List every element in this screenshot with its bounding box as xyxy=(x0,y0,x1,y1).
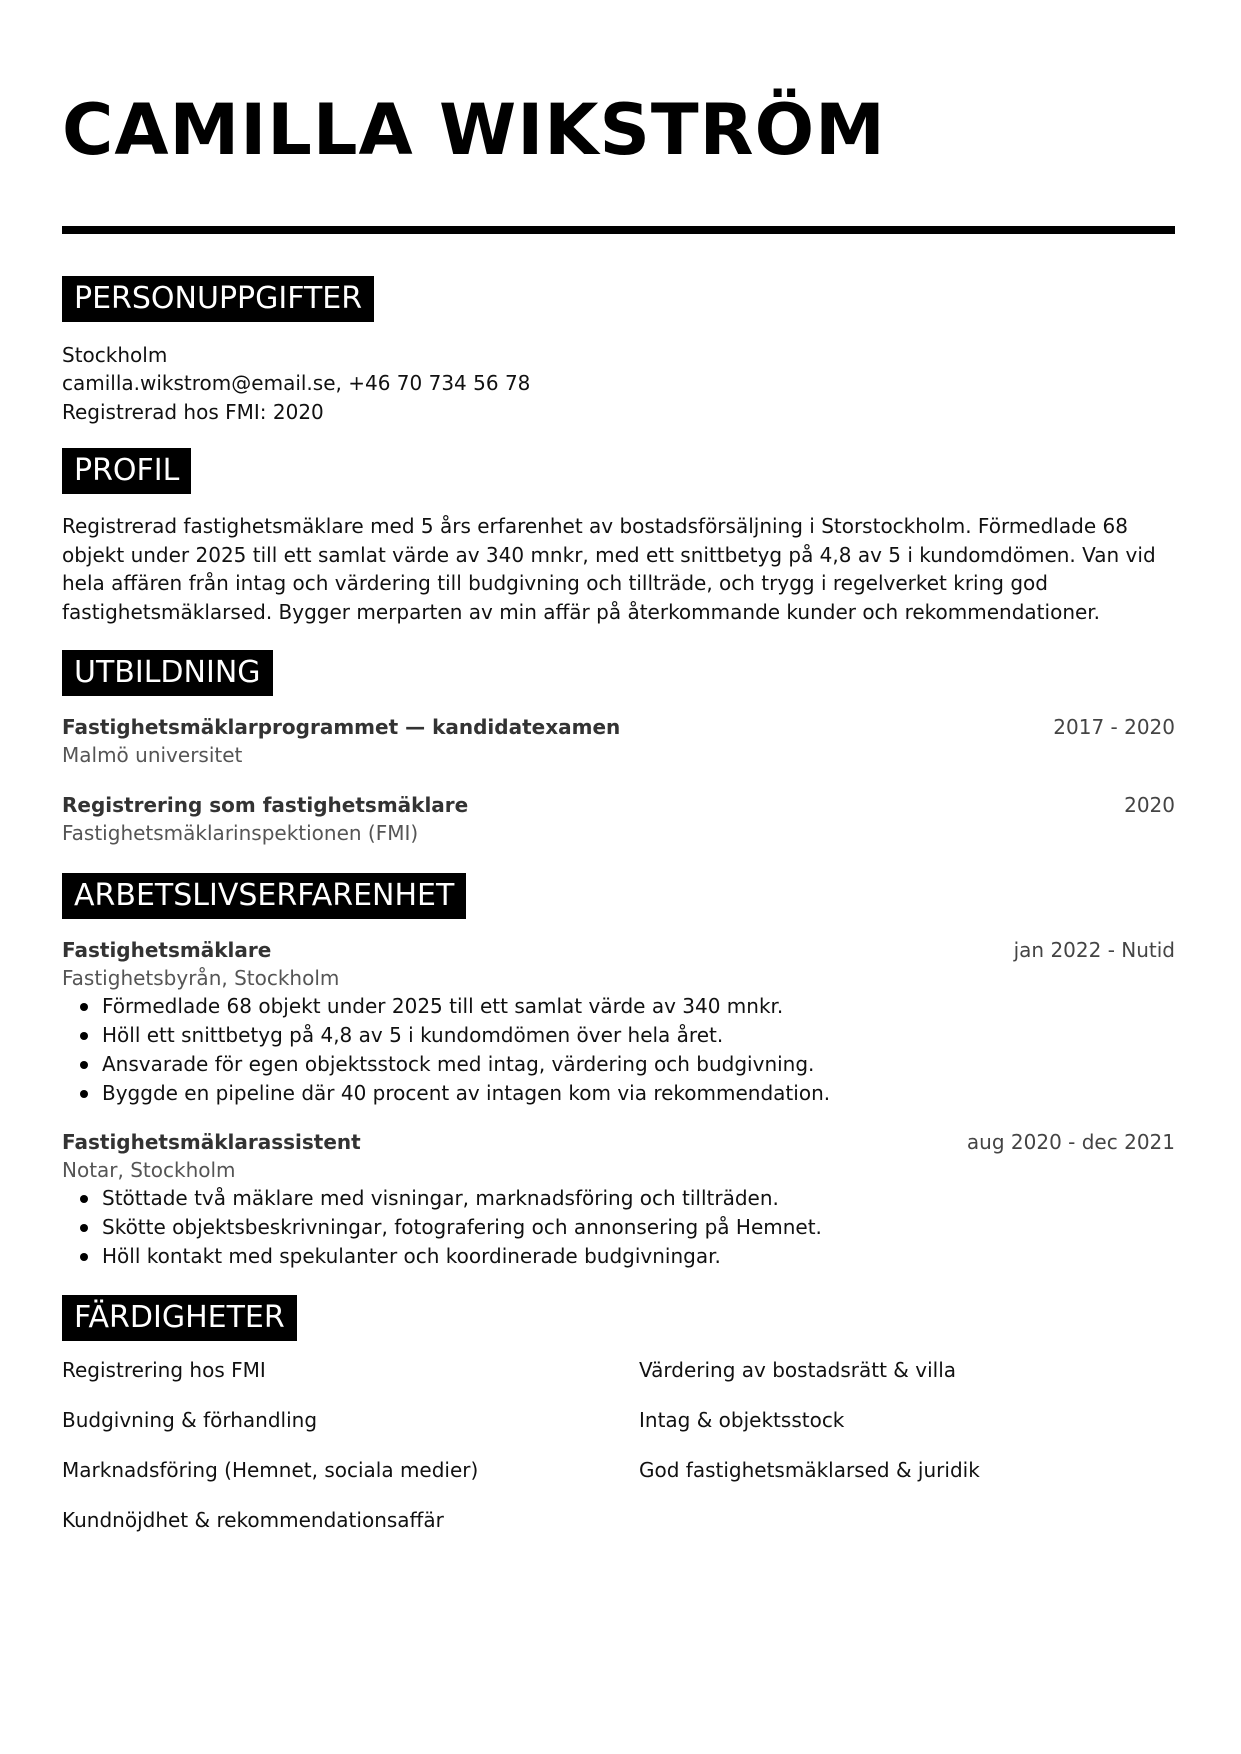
bullet-item: Stöttade två mäklare med visningar, marknadsföring och tillträden. xyxy=(62,1184,1175,1213)
education-title: Fastighetsmäklarprogrammet — kandidatexamen xyxy=(62,715,621,739)
job-entry xyxy=(62,1128,1175,1271)
skill-item: Registrering hos FMI xyxy=(62,1358,266,1382)
job-employer: Notar, Stockholm xyxy=(62,1158,236,1182)
bullet-item: Ansvarade för egen objektsstock med intag, värdering och budgivning. xyxy=(62,1050,1175,1079)
section-heading-education: UTBILDNING xyxy=(62,650,273,696)
skill-item: Kundnöjdhet & rekommendationsaffär xyxy=(62,1508,444,1532)
skill-item: Marknadsföring (Hemnet, sociala medier) xyxy=(62,1458,479,1482)
header-divider xyxy=(62,226,1175,234)
job-date: jan 2022 - Nutid xyxy=(1013,938,1175,962)
skill-item: Budgivning & förhandling xyxy=(62,1408,318,1432)
skill-item: Intag & objektsstock xyxy=(639,1408,845,1432)
skill-item: Värdering av bostadsrätt & villa xyxy=(639,1358,957,1382)
personal-location: Stockholm xyxy=(62,343,168,367)
education-date: 2020 xyxy=(1124,793,1175,817)
profile-text: Registrerad fastighetsmäklare med 5 års erfarenhet av bostadsförsäljning i Storstockholm. Förmedlade 68 objekt under 2025 till ett samlat värde av 340 mnkr, med ett snittbetyg på 4,8 av 5 i kundomdömen. Van vid hela affären från intag och värdering till budgivning och tillträde, och trygg i regelverket kring god fastighetsmäklarsed. Bygger merparten av min affär på återkommande kunder och rekommendationer. xyxy=(62,514,1156,624)
candidate-name: CAMILLA WIKSTRÖM xyxy=(62,89,886,171)
education-institution: Fastighetsmäklarinspektionen (FMI) xyxy=(62,821,419,845)
section-heading-skills: FÄRDIGHETER xyxy=(62,1295,297,1341)
education-title: Registrering som fastighetsmäklare xyxy=(62,793,469,817)
personal-contact: camilla.wikstrom@email.se, +46 70 734 56 78 xyxy=(62,371,531,395)
job-bullets xyxy=(62,992,1175,1108)
job-title: Fastighetsmäklarassistent xyxy=(62,1130,361,1154)
skills-grid xyxy=(62,1356,1175,1534)
bullet-item: Höll kontakt med spekulanter och koordinerade budgivningar. xyxy=(62,1242,1175,1271)
section-heading-experience: ARBETSLIVSERFARENHET xyxy=(62,873,466,919)
section-heading-profile: PROFIL xyxy=(62,448,191,494)
education-entry xyxy=(62,713,1175,769)
skill-item: God fastighetsmäklarsed & juridik xyxy=(639,1458,980,1482)
job-employer: Fastighetsbyrån, Stockholm xyxy=(62,966,340,990)
education-entry xyxy=(62,791,1175,847)
education-date: 2017 - 2020 xyxy=(1053,715,1175,739)
section-heading-personal: PERSONUPPGIFTER xyxy=(62,276,374,322)
job-entry xyxy=(62,936,1175,1108)
bullet-item: Förmedlade 68 objekt under 2025 till ett samlat värde av 340 mnkr. xyxy=(62,992,1175,1021)
personal-registration: Registrerad hos FMI: 2020 xyxy=(62,400,324,424)
job-bullets xyxy=(62,1184,1175,1271)
job-date: aug 2020 - dec 2021 xyxy=(966,1130,1175,1154)
bullet-item: Skötte objektsbeskrivningar, fotografering och annonsering på Hemnet. xyxy=(62,1213,1175,1242)
bullet-item: Höll ett snittbetyg på 4,8 av 5 i kundomdömen över hela året. xyxy=(62,1021,1175,1050)
job-title: Fastighetsmäklare xyxy=(62,938,272,962)
bullet-item: Byggde en pipeline där 40 procent av intagen kom via rekommendation. xyxy=(62,1079,1175,1108)
education-institution: Malmö universitet xyxy=(62,743,243,767)
